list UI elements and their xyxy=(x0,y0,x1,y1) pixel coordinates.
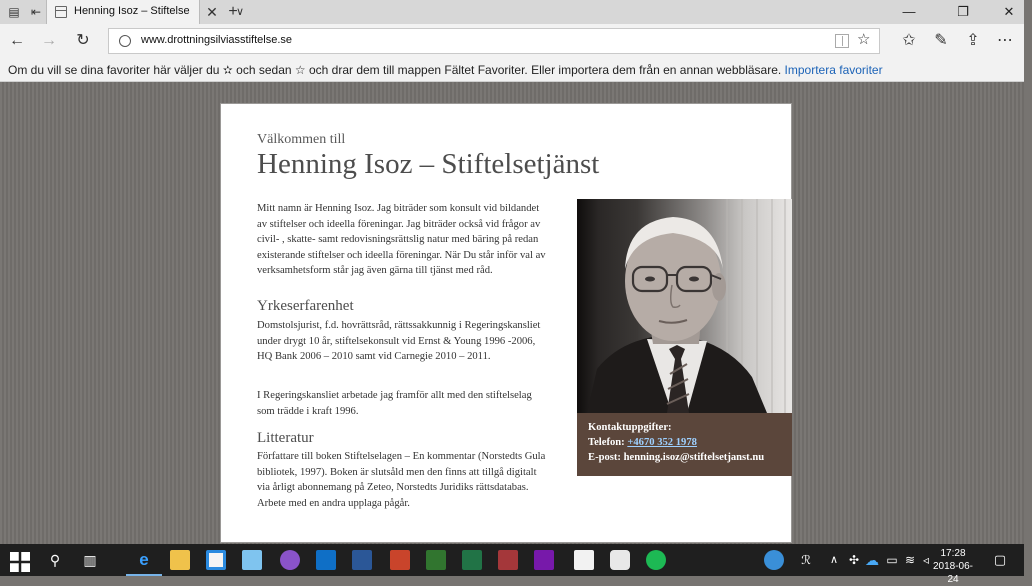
favorites-bar-star-icon: ✫ xyxy=(222,63,233,77)
active-app-indicator xyxy=(126,574,162,576)
chevron-down-icon[interactable]: ∨ xyxy=(235,6,245,18)
help-icon[interactable] xyxy=(764,550,784,570)
browser-tab[interactable] xyxy=(46,0,200,24)
forward-icon[interactable]: → xyxy=(41,32,57,49)
share-icon[interactable]: ⇪ xyxy=(966,32,980,49)
experience-paragraph-2: I Regeringskansliet arbetade jag framför allt med den stiftelselag som trädde i kraft 1996. xyxy=(257,390,532,417)
favorites-bar-message: Om du vill se dina favoriter här väljer du ✫ och sedan ☆ och drar dem till mappen Fältet Favoriter. Eller importera dem från en annan webbläsare. Importera favoriter xyxy=(8,63,883,77)
volume-icon[interactable]: ◃ xyxy=(922,553,930,567)
favorites-bar xyxy=(0,58,1024,82)
windows-icon[interactable] xyxy=(10,552,30,572)
camera-icon[interactable] xyxy=(610,550,630,570)
restore-button[interactable]: ❐ xyxy=(957,4,969,19)
search-icon[interactable]: ⚲ xyxy=(49,552,61,568)
file-explorer-icon[interactable] xyxy=(170,550,190,570)
literature-heading: Litteratur xyxy=(257,430,314,446)
notifications-icon[interactable]: ▢ xyxy=(993,552,1007,567)
wifi-icon[interactable]: ≋ xyxy=(904,553,916,567)
access-icon[interactable] xyxy=(498,550,518,570)
close-icon[interactable]: ✕ xyxy=(206,4,218,20)
import-favorites-link[interactable]: Importera favoriter xyxy=(784,63,883,77)
experience-paragraph: Domstolsjurist, f.d. hovrättsråd, rättssakkunnig i Regeringskansliet under drygt 10 år, stiftelsekonsult vid Ernst & Young 1996 -2006, HQ Bank 2006 – 2010 samt vid Carnegie 2010 – 2011. xyxy=(257,320,541,362)
address-bar[interactable] xyxy=(108,28,880,54)
word-icon[interactable] xyxy=(352,550,372,570)
tab-preview-icon[interactable]: ▤ xyxy=(8,5,20,19)
refresh-icon[interactable]: ↻ xyxy=(76,32,90,49)
people-icon[interactable]: ℛ xyxy=(801,553,811,567)
reading-view-icon[interactable] xyxy=(835,34,849,48)
back-icon[interactable]: ← xyxy=(9,32,25,49)
content-card xyxy=(220,103,792,543)
tray-chevron-icon[interactable]: ∧ xyxy=(829,554,839,566)
clock[interactable] xyxy=(930,547,976,586)
portrait-photo xyxy=(577,199,792,413)
back-tab-icon[interactable]: ⇤ xyxy=(30,5,42,19)
contact-email-row: E-post: henning.isoz@stiftelsetjanst.nu xyxy=(588,452,765,463)
contact-phone-row: Telefon: +4670 352 1978 xyxy=(588,437,697,448)
powerpoint-icon[interactable] xyxy=(390,550,410,570)
navigation-bar xyxy=(0,24,1024,58)
outlook-icon[interactable] xyxy=(316,550,336,570)
window-close-button[interactable]: ✕ xyxy=(1003,4,1015,19)
welcome-text: Välkommen till xyxy=(257,132,346,147)
email-text: henning.isoz@stiftelsetjanst.nu xyxy=(623,452,765,463)
plus-icon[interactable]: + xyxy=(228,3,238,20)
task-view-icon[interactable]: ▥ xyxy=(83,552,97,568)
page-icon xyxy=(55,6,67,18)
contact-box xyxy=(577,413,792,476)
contact-heading: Kontaktuppgifter: xyxy=(588,422,672,433)
cloud-icon[interactable]: ☁ xyxy=(865,552,879,568)
spotify-icon[interactable] xyxy=(646,550,666,570)
clock-time: 17:28 xyxy=(940,548,966,559)
page-title: Henning Isoz – Stiftelsetjänst xyxy=(257,148,600,180)
phone-link[interactable]: +4670 352 1978 xyxy=(627,437,697,448)
intro-paragraph: Mitt namn är Henning Isoz. Jag biträder som konsult vid bildandet av stiftelser och ideella föreningar. Jag biträder också vid frågor av civil- , skatte- samt redovisningsrättslig natur med bäring på redan existerande stiftelser och ideella föreningar. När Du står inför val av verksamhetsform står jag även gärna till tjänst med råd. xyxy=(257,203,546,276)
clock-date: 2018-06-24 xyxy=(932,561,974,585)
onenote-icon[interactable] xyxy=(534,550,554,570)
battery-icon[interactable]: ▭ xyxy=(886,553,898,567)
windows-taskbar xyxy=(0,544,1024,585)
app-icon[interactable] xyxy=(280,550,300,570)
pen-icon[interactable]: ✎ xyxy=(934,32,948,49)
lock-icon xyxy=(119,35,131,47)
star-icon[interactable]: ☆ xyxy=(857,31,871,48)
url-text[interactable]: www.drottningsilviasstiftelse.se xyxy=(141,34,293,46)
minimize-button[interactable]: — xyxy=(902,4,916,19)
tab-title: Henning Isoz – Stiftelse xyxy=(74,5,190,17)
excel-icon[interactable] xyxy=(462,550,482,570)
favorites-icon[interactable]: ✩ xyxy=(902,32,916,49)
edge-icon[interactable]: e xyxy=(139,550,149,569)
more-icon[interactable]: ⋯ xyxy=(997,32,1013,49)
favorites-bar-star-outline-icon: ☆ xyxy=(294,63,306,77)
project-icon[interactable] xyxy=(426,550,446,570)
calendar-icon[interactable] xyxy=(574,550,594,570)
store-icon[interactable] xyxy=(206,550,226,570)
portrait-illustration xyxy=(577,199,792,413)
security-icon[interactable]: ✣ xyxy=(848,553,860,567)
paint-icon[interactable] xyxy=(242,550,262,570)
browser-title-bar xyxy=(0,0,1024,24)
experience-heading: Yrkeserfarenhet xyxy=(257,298,354,314)
page-background xyxy=(0,82,1024,544)
literature-paragraph: Författare till boken Stiftelselagen – En kommentar (Norstedts Gula bibliotek, 1997). Boken är slutsåld men den finns att tillgå digitalt via årligt abonnemang på Zeteo, Norstedts Juridiks rättsdatabas. Arbete med en andra upplaga pågår. xyxy=(257,451,546,509)
